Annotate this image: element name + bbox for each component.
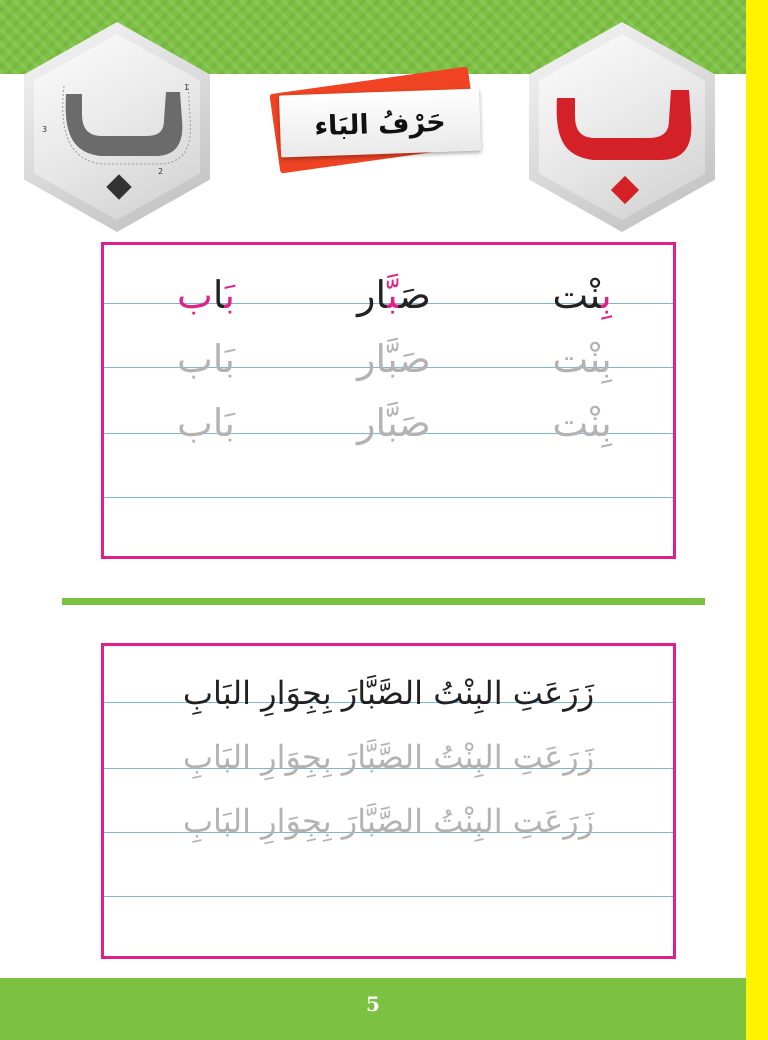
title-card <box>268 70 498 180</box>
stroke-number-2: 2 <box>158 167 164 176</box>
trace-sentence: زَرَعَتِ البِنْتُ الصَّبَّارَ بِجِوَارِ البَابِ <box>182 738 595 776</box>
word-practice-box <box>101 242 676 559</box>
trace-sentence: زَرَعَتِ البِنْتُ الصَّبَّارَ بِجِوَارِ البَابِ <box>182 802 595 840</box>
model-word-sabbar: صَبَّار <box>357 273 431 317</box>
trace-word: بَاب <box>177 337 235 381</box>
page-number: 5 <box>366 992 380 1016</box>
trace-word: بَاب <box>177 401 235 445</box>
trace-word: بِنْت <box>552 337 612 381</box>
model-word-bab: بَاب <box>177 273 235 317</box>
stroke-number-1: 1 <box>184 83 190 92</box>
yellow-side-strip <box>746 0 768 1040</box>
sentence-practice-box <box>101 643 676 959</box>
model-word-bint: بِنْت <box>552 273 612 317</box>
trace-word: صَبَّار <box>357 337 431 381</box>
page-title: حَرْفُ البَاء <box>313 106 447 143</box>
trace-word: بِنْت <box>552 401 612 445</box>
trace-word: صَبَّار <box>357 401 431 445</box>
model-sentence: زَرَعَتِ البِنْتُ الصَّبَّارَ بِجِوَارِ البَابِ <box>182 674 595 712</box>
green-divider <box>62 598 705 605</box>
stroke-number-3: 3 <box>42 125 48 134</box>
